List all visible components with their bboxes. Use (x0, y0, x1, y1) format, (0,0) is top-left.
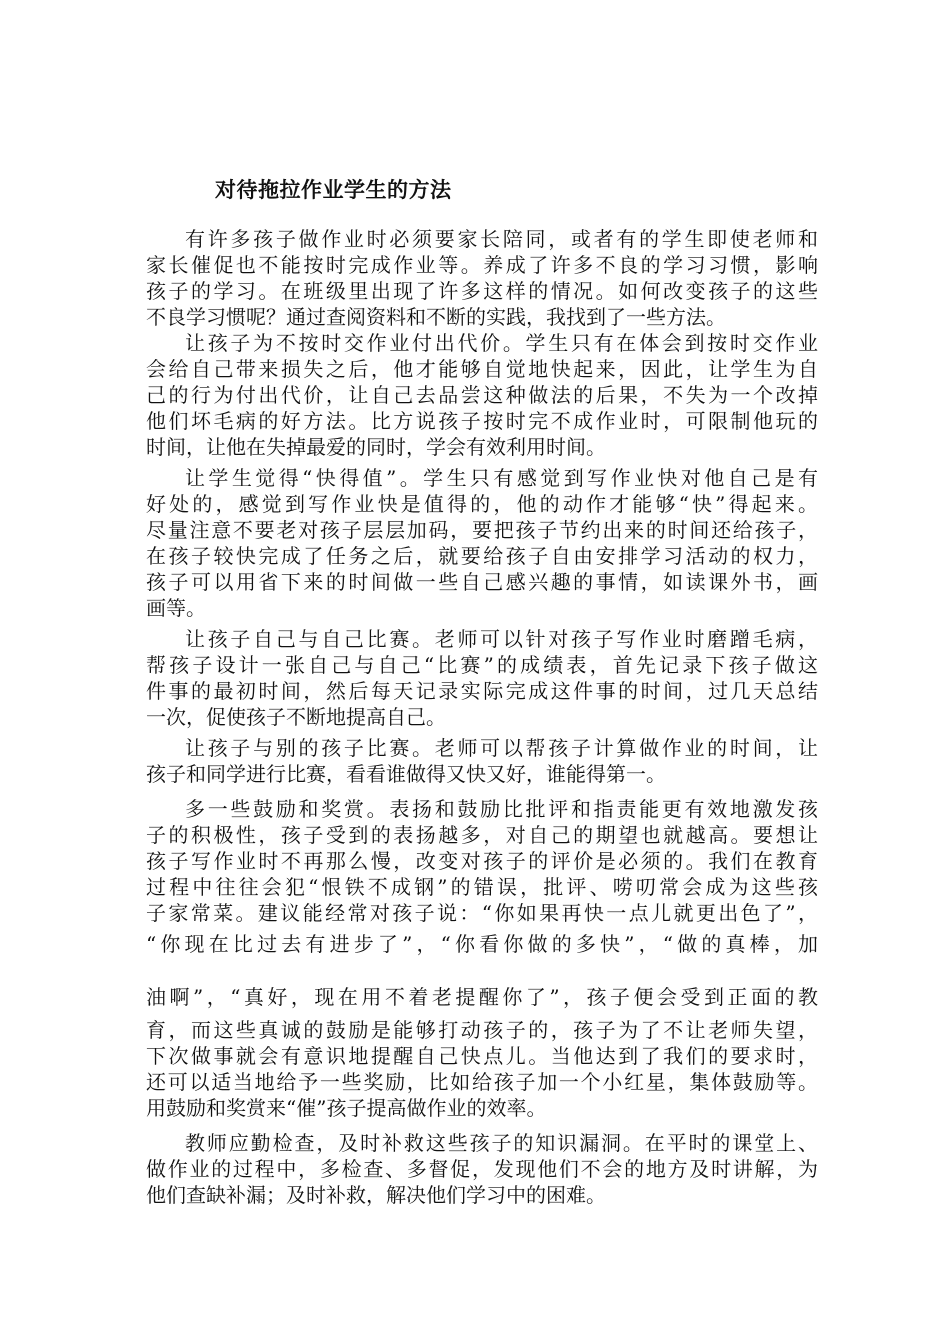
text-line: 让孩子自己与自己比赛。老师可以针对孩子写作业时磨蹭毛病， (185, 627, 818, 651)
text-line: 油啊”，“真好，现在用不着老提醒你了”，孩子便会受到正面的教 (146, 985, 818, 1009)
text-line: 孩子和同学进行比赛，看看谁做得又快又好，谁能得第一。 (146, 762, 666, 786)
text-line: 家长催促也不能按时完成作业等。养成了许多不良的学习习惯，影响 (146, 253, 818, 277)
text-line: 一次，促使孩子不断地提高自己。 (146, 705, 446, 729)
text-line: 尽量注意不要老对孩子层层加码，要把孩子节约出来的时间还给孩子， (146, 518, 818, 542)
text-line: “你现在比过去有进步了”，“你看你做的多快”，“做的真棒，加 (146, 932, 818, 956)
text-line: 过程中往往会犯“恨铁不成钢”的错误，批评、唠叨常会成为这些孩 (146, 875, 818, 899)
text-line: 会给自己带来损失之后，他才能够自觉地快起来，因此，让学生为自 (146, 357, 818, 381)
text-line: 让孩子为不按时交作业付出代价。学生只有在体会到按时交作业 (185, 331, 818, 355)
text-line: 孩子写作业时不再那么慢，改变对孩子的评价是必须的。我们在教育 (146, 849, 818, 873)
text-line: 孩子可以用省下来的时间做一些自己感兴趣的事情，如读课外书，画 (146, 570, 818, 594)
text-line: 他们坏毛病的好方法。比方说孩子按时完不成作业时，可限制他玩的 (146, 409, 818, 433)
text-line: 己的行为付出代价，让自己去品尝这种做法的后果，不失为一个改掉 (146, 383, 818, 407)
text-line: 下次做事就会有意识地提醒自己快点儿。当他达到了我们的要求时， (146, 1044, 818, 1068)
text-line: 让孩子与别的孩子比赛。老师可以帮孩子计算做作业的时间，让 (185, 736, 818, 760)
text-line: 做作业的过程中，多检查、多督促，发现他们不会的地方及时讲解，为 (146, 1157, 818, 1181)
text-line: 他们查缺补漏；及时补救，解决他们学习中的困难。 (146, 1183, 606, 1207)
text-line: 育，而这些真诚的鼓励是能够打动孩子的，孩子为了不让老师失望， (146, 1018, 818, 1042)
text-line: 件事的最初时间，然后每天记录实际完成这件事的时间，过几天总结 (146, 679, 818, 703)
text-line: 子的积极性，孩子受到的表扬越多，对自己的期望也就越高。要想让 (146, 823, 818, 847)
text-line: 子家常菜。建议能经常对孩子说：“你如果再快一点儿就更出色了”， (146, 901, 818, 925)
text-line: 教师应勤检查，及时补救这些孩子的知识漏洞。在平时的课堂上、 (185, 1131, 818, 1155)
text-line: 在孩子较快完成了任务之后，就要给孩子自由安排学习活动的权力， (146, 544, 818, 568)
text-line: 好处的，感觉到写作业快是值得的，他的动作才能够“快”得起来。 (146, 492, 818, 516)
text-line: 孩子的学习。在班级里出现了许多这样的情况。如何改变孩子的这些 (146, 279, 818, 303)
text-line: 用鼓励和奖赏来“催”孩子提高做作业的效率。 (146, 1096, 547, 1120)
document-title: 对待拖拉作业学生的方法 (215, 178, 452, 202)
text-line: 让学生觉得“快得值”。学生只有感觉到写作业快对他自己是有 (185, 466, 818, 490)
text-line: 时间，让他在失掉最爱的同时，学会有效利用时间。 (146, 435, 606, 459)
text-line: 多一些鼓励和奖赏。表扬和鼓励比批评和指责能更有效地激发孩 (185, 797, 818, 821)
text-line: 帮孩子设计一张自己与自己“比赛”的成绩表，首先记录下孩子做这 (146, 653, 818, 677)
text-line: 有许多孩子做作业时必须要家长陪同，或者有的学生即使老师和 (185, 227, 818, 251)
text-line: 不良学习惯呢？通过查阅资料和不断的实践，我找到了一些方法。 (146, 305, 726, 329)
text-line: 画等。 (146, 596, 206, 620)
text-line: 还可以适当地给予一些奖励，比如给孩子加一个小红星，集体鼓励等。 (146, 1070, 818, 1094)
